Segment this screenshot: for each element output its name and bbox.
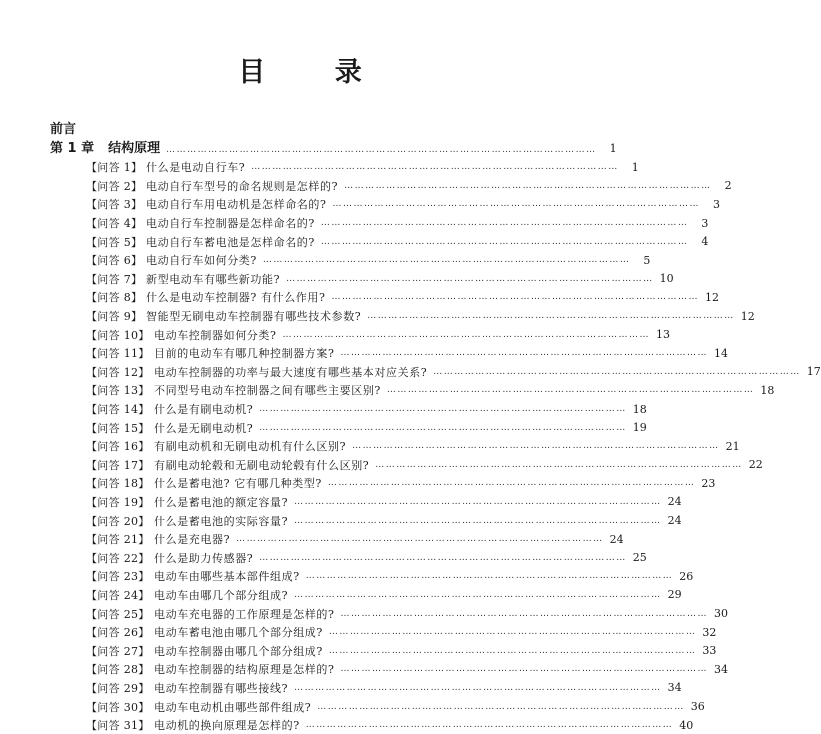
entry-question: 目前的电动车有哪几种控制器方案? <box>154 347 335 361</box>
entry-page-number: 3 <box>713 197 720 211</box>
dot-leader: …………………………………………………………………………………………… <box>375 459 743 470</box>
entry-label: 【问答 31】 <box>86 719 150 733</box>
entry-question: 电动车电动机由哪些部件组成? <box>154 700 312 714</box>
toc-entry[interactable] <box>86 474 716 493</box>
toc-entry[interactable] <box>86 418 647 437</box>
entry-label: 【问答 20】 <box>86 514 150 528</box>
toc-entry[interactable] <box>86 232 709 251</box>
toc-entry[interactable] <box>86 400 647 419</box>
dot-leader: …………………………………………………………………………………………… <box>340 608 708 619</box>
entry-page-number: 3 <box>701 216 709 230</box>
entry-question: 电动车充电器的工作原理是怎样的? <box>154 607 335 621</box>
dot-leader: …………………………………………………………………………………………… <box>294 682 662 693</box>
entry-label: 【问答 12】 <box>86 365 150 379</box>
entry-label: 【问答 4】 <box>86 217 143 231</box>
entry-label: 【问答 30】 <box>86 700 150 714</box>
entry-question: 电动自行车用电动机是怎样命名的? <box>146 198 327 212</box>
entry-label: 【问答 18】 <box>86 477 150 491</box>
toc-entry[interactable] <box>86 679 682 698</box>
entry-page-number: 40 <box>679 718 694 732</box>
entry-question: 什么是蓄电池的额定容量? <box>154 495 289 509</box>
entry-question: 智能型无刷电动车控制器有哪些技术参数? <box>146 310 362 324</box>
entry-page-number: 34 <box>667 681 682 695</box>
entry-question: 新型电动车有哪些新功能? <box>146 272 281 286</box>
dot-leader: …………………………………………………………………………………………… <box>327 478 696 489</box>
entry-label: 【问答 3】 <box>86 198 143 212</box>
entry-page-number: 2 <box>724 179 732 193</box>
dot-leader: …………………………………………………………………………………………… <box>259 404 627 415</box>
entry-question: 电动车由哪些基本部件组成? <box>154 570 300 584</box>
entry-page-number: 14 <box>714 346 728 360</box>
entry-label: 【问答 25】 <box>86 607 150 621</box>
toc-entry[interactable] <box>86 288 719 307</box>
dot-leader: …………………………………………………………………………………………… <box>294 496 662 507</box>
entry-page-number: 18 <box>632 402 647 416</box>
entry-question: 什么是蓄电池的实际容量? <box>154 514 289 528</box>
toc-entry[interactable] <box>86 567 694 586</box>
toc-entry[interactable] <box>86 511 682 530</box>
dot-leader: …………………………………………………………………………………………… <box>317 701 685 712</box>
chapter-number: 第 1 章 <box>50 141 95 156</box>
entry-page-number: 23 <box>701 476 716 490</box>
entry-page-number: 22 <box>748 458 763 472</box>
dot-leader: …………………………………………………………………………………………… <box>332 199 700 210</box>
entry-question: 不同型号电动车控制器之间有哪些主要区别? <box>154 384 381 398</box>
dot-leader: …………………………………………………………………………………………… <box>294 515 662 526</box>
toc-entry[interactable] <box>86 195 720 214</box>
toc-entry[interactable] <box>86 456 763 475</box>
dot-leader: …………………………………………………………………………………………………………… <box>166 145 597 155</box>
entry-question: 电动自行车型号的命名规则是怎样的? <box>146 179 339 193</box>
toc-entry[interactable] <box>86 363 821 382</box>
toc-entry[interactable] <box>86 344 728 363</box>
entry-question: 电动车控制器如何分类? <box>154 328 277 342</box>
toc-entry[interactable] <box>86 251 651 270</box>
toc-entry-list <box>86 158 821 734</box>
dot-leader: …………………………………………………………………………………………… <box>340 348 708 359</box>
entry-label: 【问答 21】 <box>86 533 150 547</box>
entry-question: 电动车控制器由哪几个部分组成? <box>154 644 323 658</box>
entry-label: 【问答 22】 <box>86 551 150 565</box>
preface-link[interactable]: 前言 <box>50 122 77 137</box>
dot-leader: …………………………………………………………………………………………… <box>320 236 689 247</box>
entry-label: 【问答 6】 <box>86 254 143 268</box>
toc-entry[interactable] <box>86 586 682 605</box>
entry-label: 【问答 2】 <box>86 179 143 193</box>
entry-question: 电动自行车控制器是怎样命名的? <box>146 217 315 231</box>
entry-page-number: 4 <box>701 235 709 249</box>
entry-page-number: 12 <box>705 290 719 304</box>
toc-entry[interactable] <box>86 437 740 456</box>
toc-entry[interactable] <box>86 623 717 642</box>
entry-question: 什么是电动自行车? <box>146 161 246 175</box>
dot-leader: …………………………………………………………………………………………… <box>433 366 801 377</box>
entry-question: 什么是无刷电动机? <box>154 421 254 435</box>
entry-label: 【问答 24】 <box>86 588 150 602</box>
dot-leader: …………………………………………………………………………………………… <box>259 422 627 433</box>
entry-page-number: 26 <box>679 569 694 583</box>
dot-leader: …………………………………………………………………………………………… <box>236 534 604 545</box>
entry-label: 【问答 15】 <box>86 421 150 435</box>
toc-entry[interactable] <box>86 325 670 344</box>
entry-page-number: 24 <box>609 532 624 546</box>
dot-leader: …………………………………………………………………………………………… <box>259 552 627 563</box>
dot-leader: …………………………………………………………………………………………… <box>331 292 699 303</box>
entry-question: 什么是电动车控制器? 有什么作用? <box>146 291 326 305</box>
toc-entry[interactable] <box>86 530 624 549</box>
entry-label: 【问答 17】 <box>86 458 150 472</box>
toc-entry[interactable] <box>86 697 705 716</box>
dot-leader: …………………………………………………………………………………………… <box>286 273 654 284</box>
toc-entry[interactable] <box>86 307 755 326</box>
toc-entry[interactable] <box>86 548 647 567</box>
dot-leader: …………………………………………………………………………………………… <box>282 329 650 340</box>
entry-label: 【问答 19】 <box>86 495 150 509</box>
entry-label: 【问答 7】 <box>86 272 143 286</box>
entry-label: 【问答 13】 <box>86 384 150 398</box>
entry-page-number: 30 <box>714 607 728 621</box>
entry-question: 什么是有刷电动机? <box>154 403 254 417</box>
entry-page-number: 21 <box>725 439 740 453</box>
toc-entry[interactable] <box>86 604 728 623</box>
entry-question: 什么是助力传感器? <box>154 551 254 565</box>
entry-question: 电动车控制器的功率与最大速度有哪些基本对应关系? <box>154 365 428 379</box>
dot-leader: …………………………………………………………………………………………… <box>340 664 708 675</box>
entry-page-number: 24 <box>667 495 682 509</box>
dot-leader: …………………………………………………………………………………………… <box>305 720 674 731</box>
entry-question: 电动车由哪几个部分组成? <box>154 588 289 602</box>
entry-page-number: 13 <box>656 328 670 342</box>
entry-label: 【问答 29】 <box>86 681 150 695</box>
entry-question: 电动自行车蓄电池是怎样命名的? <box>146 235 315 249</box>
toc-entry[interactable] <box>86 177 732 196</box>
entry-label: 【问答 11】 <box>86 347 150 361</box>
toc-entry[interactable] <box>86 716 694 734</box>
dot-leader: …………………………………………………………………………………………… <box>294 589 662 600</box>
dot-leader: …………………………………………………………………………………………… <box>328 645 697 656</box>
entry-page-number: 29 <box>667 588 682 602</box>
toc-entry[interactable] <box>86 493 682 512</box>
toc-entry[interactable] <box>86 214 709 233</box>
dot-leader: …………………………………………………………………………………………… <box>344 180 712 191</box>
dot-leader: …………………………………………………………………………………………… <box>305 571 674 582</box>
entry-question: 电动机的换向原理是怎样的? <box>154 719 300 733</box>
entry-question: 什么是蓄电池? 它有哪几种类型? <box>154 477 322 491</box>
entry-question: 有刷电动机和无刷电动机有什么区别? <box>154 440 347 454</box>
entry-page-number: 33 <box>702 644 717 658</box>
entry-label: 【问答 16】 <box>86 440 150 454</box>
dot-leader: …………………………………………………………………………………………… <box>320 218 689 229</box>
toc-entry[interactable] <box>86 158 639 177</box>
chapter-1-entry[interactable] <box>50 137 617 156</box>
dot-leader: …………………………………………………………………………………………… <box>386 385 755 396</box>
toc-entry[interactable] <box>86 641 717 660</box>
entry-label: 【问答 26】 <box>86 626 150 640</box>
entry-page-number: 5 <box>643 253 651 267</box>
entry-label: 【问答 1】 <box>86 161 143 175</box>
entry-page-number: 19 <box>632 421 647 435</box>
chapter-page-number: 1 <box>609 142 617 155</box>
entry-label: 【问答 14】 <box>86 403 150 417</box>
entry-question: 电动自行车如何分类? <box>146 254 257 268</box>
entry-page-number: 34 <box>714 662 728 676</box>
toc-entry[interactable] <box>86 270 674 289</box>
toc-entry[interactable] <box>86 660 728 679</box>
entry-label: 【问答 28】 <box>86 663 150 677</box>
chapter-title: 结构原理 <box>108 141 161 156</box>
dot-leader: …………………………………………………………………………………………… <box>251 162 619 173</box>
toc-entry[interactable] <box>86 381 775 400</box>
entry-page-number: 10 <box>659 272 674 286</box>
entry-question: 有刷电动轮毂和无刷电动轮毂有什么区别? <box>154 458 370 472</box>
entry-question: 什么是充电器? <box>154 533 231 547</box>
entry-label: 【问答 8】 <box>86 291 143 305</box>
dot-leader: …………………………………………………………………………………………… <box>352 441 720 452</box>
entry-label: 【问答 23】 <box>86 570 150 584</box>
dot-leader: …………………………………………………………………………………………… <box>262 255 631 266</box>
entry-label: 【问答 9】 <box>86 310 143 324</box>
entry-label: 【问答 5】 <box>86 235 143 249</box>
entry-page-number: 17 <box>806 365 821 379</box>
entry-page-number: 12 <box>740 309 755 323</box>
entry-label: 【问答 27】 <box>86 644 150 658</box>
entry-page-number: 24 <box>667 514 682 528</box>
entry-page-number: 18 <box>760 383 775 397</box>
entry-page-number: 32 <box>702 625 717 639</box>
page-title: 目 录 <box>238 57 392 88</box>
entry-label: 【问答 10】 <box>86 328 150 342</box>
entry-question: 电动车控制器有哪些接线? <box>154 681 289 695</box>
dot-leader: …………………………………………………………………………………………… <box>367 311 735 322</box>
dot-leader: …………………………………………………………………………………………… <box>328 627 697 638</box>
entry-page-number: 25 <box>632 551 647 565</box>
entry-page-number: 36 <box>690 700 705 714</box>
entry-page-number: 1 <box>631 160 639 174</box>
entry-question: 电动车控制器的结构原理是怎样的? <box>154 663 335 677</box>
entry-question: 电动车蓄电池由哪几个部分组成? <box>154 626 323 640</box>
